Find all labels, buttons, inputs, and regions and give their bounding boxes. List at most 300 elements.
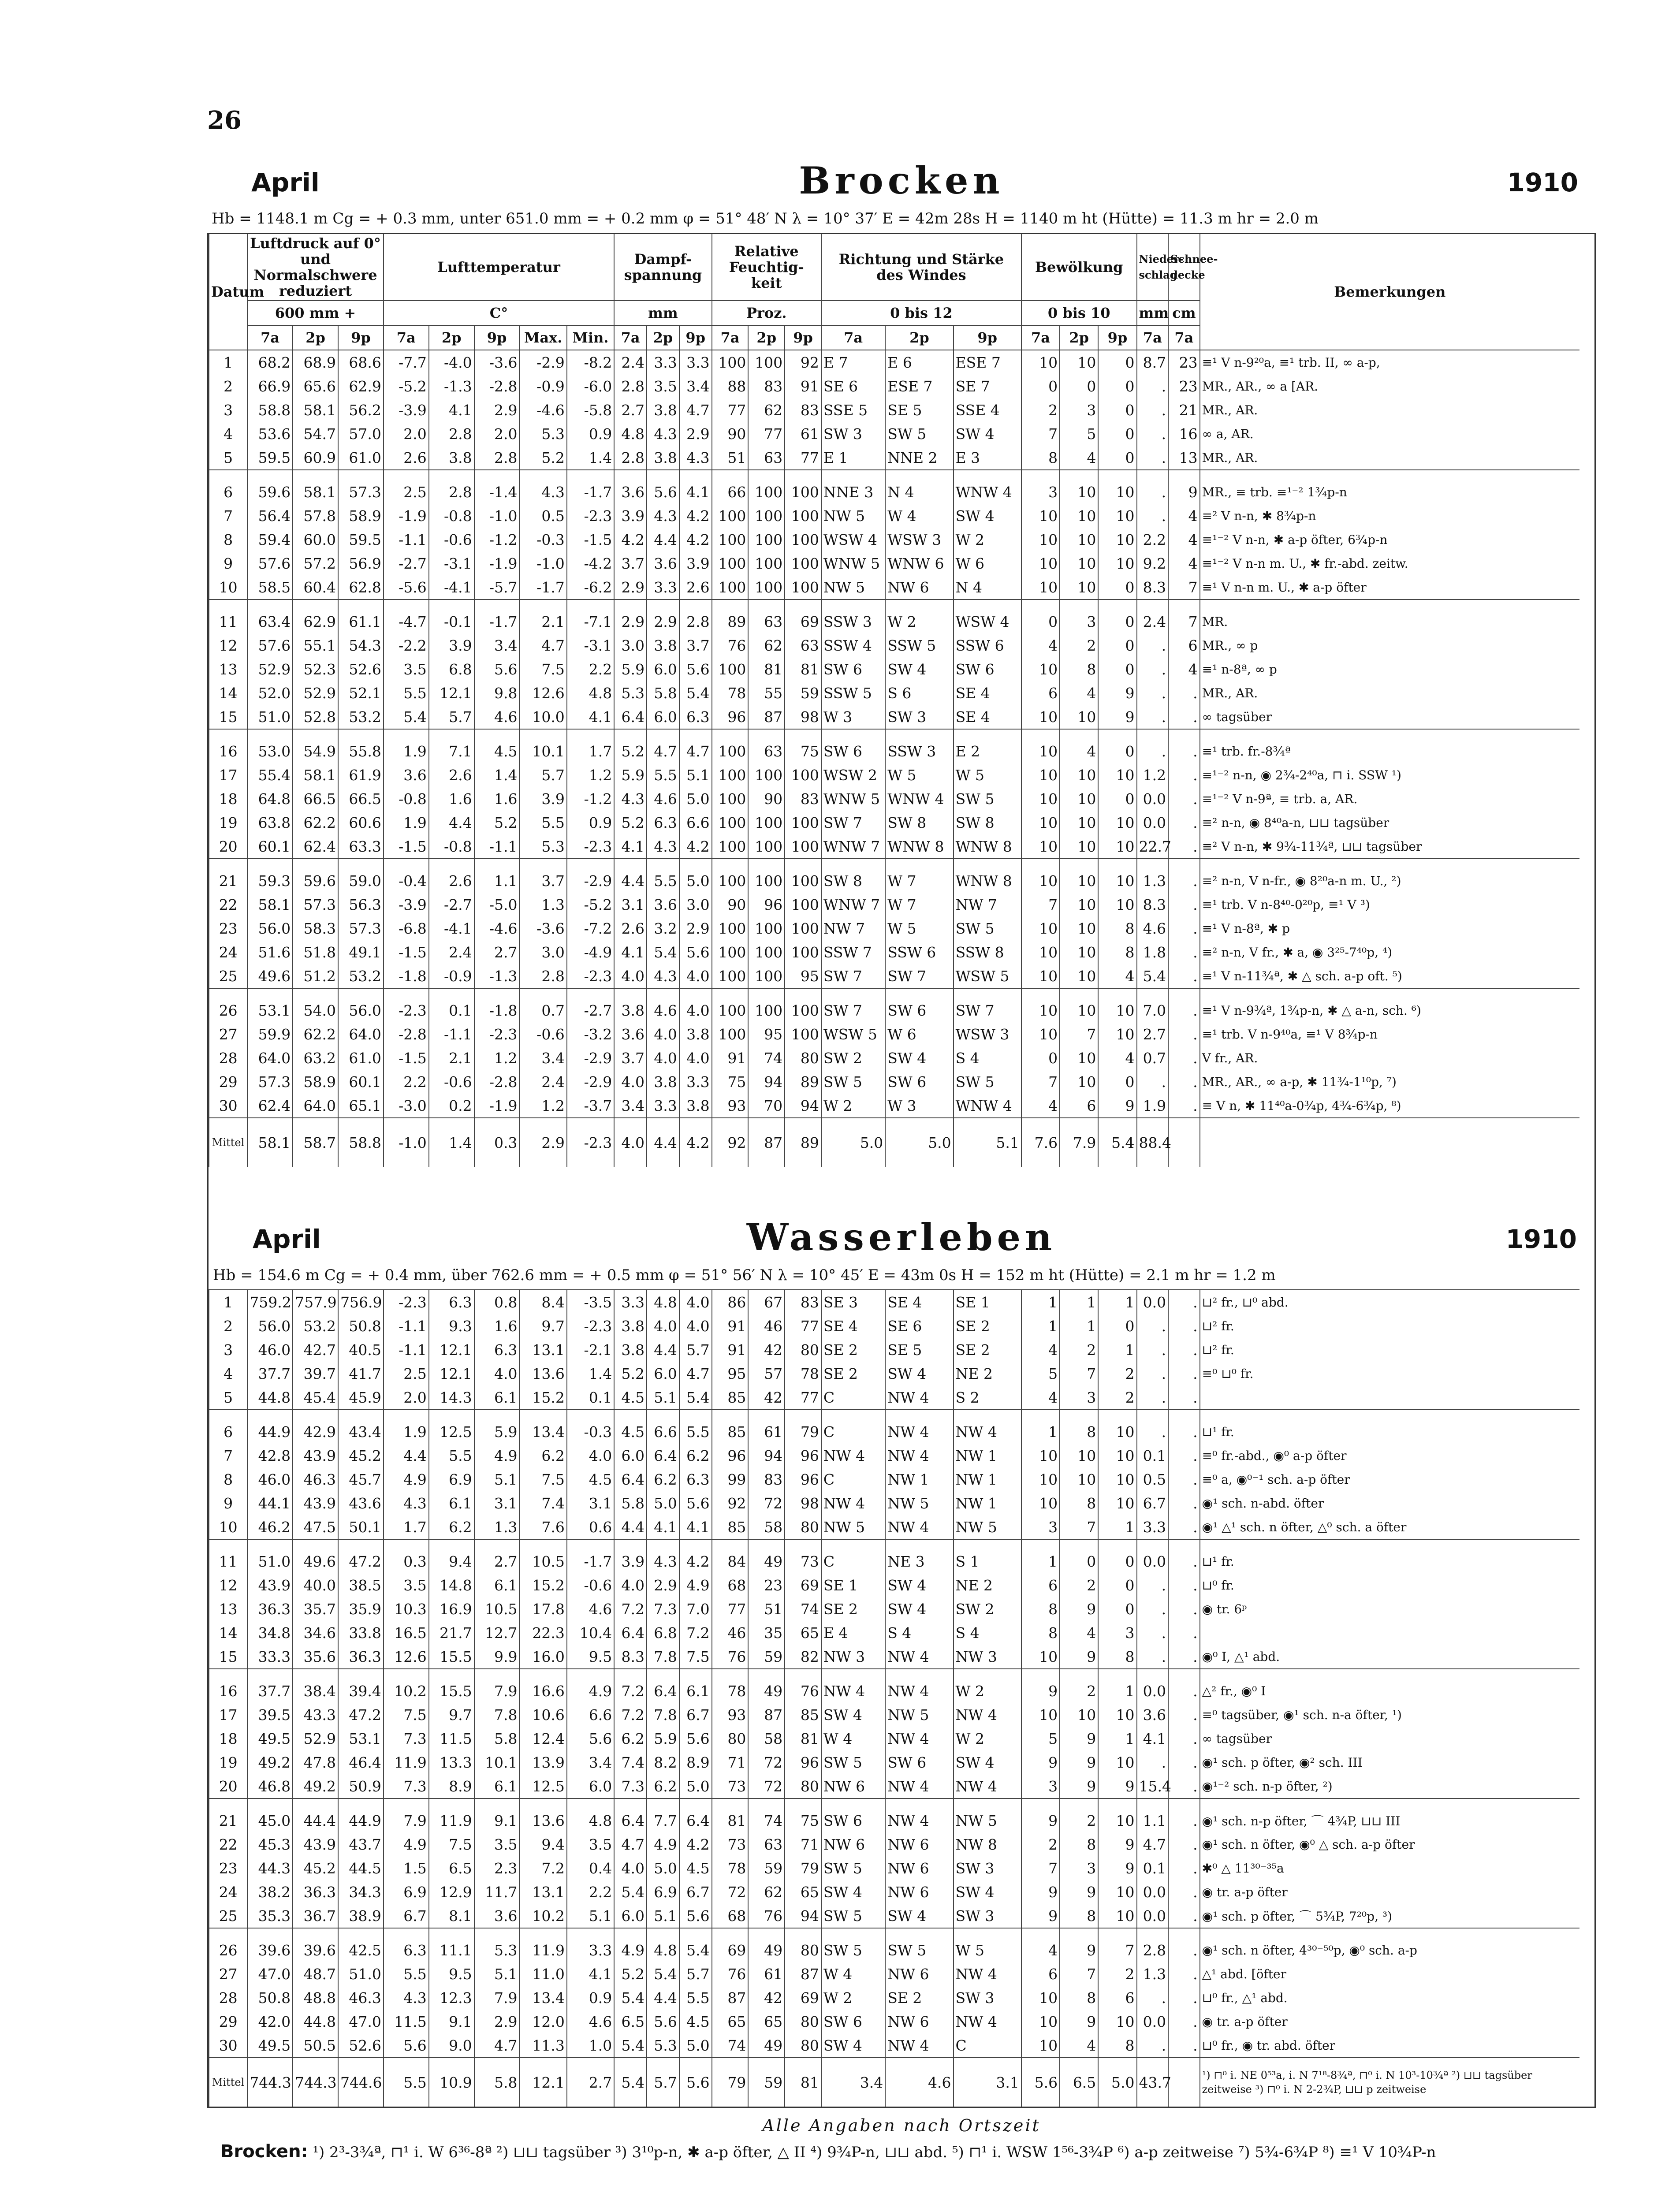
table-cell: 4.6 [647, 988, 679, 1022]
table-cell: 2.8 [519, 964, 566, 988]
table-cell: 85 [785, 1703, 821, 1727]
table-row [209, 1070, 1579, 1094]
table-cell: W 4 [821, 1962, 885, 1986]
table-row [209, 811, 1579, 834]
table-cell: 6.3 [429, 1290, 474, 1314]
table-cell: 66.5 [338, 787, 384, 811]
table-cell: 0 [1098, 1597, 1136, 1621]
table-cell: 39.4 [338, 1669, 384, 1703]
table-cell: NW 4 [885, 1727, 953, 1750]
table-cell: 52.9 [247, 657, 293, 681]
table-cell: 10 [1098, 893, 1136, 916]
table-cell: -2.3 [474, 1022, 520, 1046]
table-cell: 8 [209, 1467, 247, 1491]
table-cell: -2.8 [474, 1070, 520, 1094]
table-cell: 0.0 [1137, 787, 1169, 811]
table-cell: 4.4 [614, 1515, 647, 1539]
mittel-row [209, 1118, 1579, 1167]
table-cell: 54.3 [338, 633, 384, 657]
table-cell: SW 4 [954, 504, 1021, 528]
table-cell: 34.3 [338, 1880, 384, 1904]
table-cell: 89 [785, 1070, 821, 1094]
table-cell: MR., AR. [1200, 398, 1579, 422]
table-cell: WNW 8 [885, 834, 953, 859]
table-cell: 5.0 [679, 859, 712, 893]
mittel-cell: 5.0 [821, 1118, 885, 1167]
table-cell: SE 5 [885, 398, 953, 422]
table-cell: 7.8 [474, 1703, 520, 1727]
table-cell: -1.3 [429, 374, 474, 398]
table-cell: 10 [1021, 834, 1060, 859]
table-cell: 100 [712, 988, 749, 1022]
footnotes-text: ¹) 2³-3¾ª, ⊓¹ i. W 6³⁶-8ª ²) ⊔⊔ tagsüber ³) 3¹⁰p-n, ✱ a-p öfter, △ II ⁴) 9¾P-n, ⊔⊔ abd. ⁵) ⊓¹ i. WSW 1⁵⁶-3¾P ⁶) a-p zeitweise ⁷) 5¾-6¾P ⁸) ≡¹ V 10¾P-n [313, 2144, 1436, 2161]
table-cell: . [1137, 1362, 1169, 1385]
table-cell: 2.9 [679, 422, 712, 446]
table-cell: 0.6 [567, 1515, 614, 1539]
table-row [209, 1962, 1579, 1986]
table-cell: 8 [1098, 940, 1136, 964]
table-cell: 1 [1098, 1338, 1136, 1362]
table-cell: 62 [748, 398, 785, 422]
table-cell: WNW 5 [821, 787, 885, 811]
table-cell: -2.3 [567, 834, 614, 859]
table-cell: NNE 2 [885, 446, 953, 470]
table-cell: 24 [209, 1880, 247, 1904]
table-cell: 5.4 [679, 1928, 712, 1962]
table-cell: 17 [209, 1703, 247, 1727]
table-cell: . [1137, 1986, 1169, 2010]
table-cell: 63 [748, 729, 785, 763]
table-cell: W 2 [821, 1986, 885, 2010]
table-cell: 45.2 [338, 1444, 384, 1467]
table-cell: -5.2 [384, 374, 429, 398]
table-cell: 11 [209, 599, 247, 633]
table-cell: -5.6 [384, 575, 429, 599]
col-lufttemperatur: Lufttemperatur [384, 234, 614, 301]
table-cell: 44.8 [247, 1385, 293, 1410]
table-cell: ◉ tr. a-p öfter [1200, 2010, 1579, 2033]
table-cell: 94 [748, 1070, 785, 1094]
table-cell: 8 [1021, 1621, 1060, 1645]
table-cell: ≡² V n-n, ✱ 8¾p-n [1200, 504, 1579, 528]
table-cell: S 6 [885, 681, 953, 705]
table-cell: NW 4 [821, 1444, 885, 1467]
mittel-cell: 5.6 [679, 2058, 712, 2107]
table-cell: 6.4 [614, 1798, 647, 1832]
table-cell: MR., ∞ p [1200, 633, 1579, 657]
table-cell: 4.1 [567, 1962, 614, 1986]
table-cell: 19 [209, 811, 247, 834]
unit-bewoelkung: 0 bis 10 [1021, 301, 1137, 325]
table-cell: 42.0 [247, 2010, 293, 2033]
table-cell: 69 [712, 1928, 749, 1962]
table-cell: 4.5 [614, 1410, 647, 1444]
table-cell: 3.9 [614, 504, 647, 528]
table-cell: 1.4 [567, 446, 614, 470]
table-row [209, 705, 1579, 729]
table-cell: 64.0 [293, 1094, 338, 1118]
table-cell: 5.4 [679, 1385, 712, 1410]
table-cell: 49.2 [293, 1774, 338, 1798]
table-row [209, 1986, 1579, 2010]
table-cell: 96 [748, 893, 785, 916]
table-cell: 5 [1021, 1727, 1060, 1750]
table-cell [1200, 1385, 1579, 1410]
table-cell: 0 [1098, 575, 1136, 599]
table-cell: NW 6 [885, 1962, 953, 1986]
table-cell: 63 [748, 1832, 785, 1856]
mittel-cell: 4.4 [647, 1118, 679, 1167]
table-cell: 53.1 [338, 1727, 384, 1750]
table-cell: 6.3 [647, 811, 679, 834]
table-cell: 66.5 [293, 787, 338, 811]
table-cell: ⊔¹ fr. [1200, 1410, 1579, 1444]
table-cell: 2.9 [474, 398, 520, 422]
table-cell: 42.5 [338, 1928, 384, 1962]
table-cell: 51.8 [293, 940, 338, 964]
table-cell: -4.9 [567, 940, 614, 964]
table-cell: SW 2 [954, 1597, 1021, 1621]
table-cell: . [1137, 374, 1169, 398]
table-cell: 34.8 [247, 1621, 293, 1645]
table-cell: 7 [209, 1444, 247, 1467]
table-cell: 100 [712, 350, 749, 374]
table-cell: 5.8 [474, 1727, 520, 1750]
table-cell: W 5 [954, 1928, 1021, 1962]
table-cell: NW 4 [885, 1385, 953, 1410]
table-cell: . [1168, 1904, 1200, 1928]
mittel-cell: -2.3 [567, 1118, 614, 1167]
table-row [209, 1669, 1579, 1703]
table-cell: 39.7 [293, 1362, 338, 1385]
table-cell: 2.6 [614, 916, 647, 940]
table-cell: . [1168, 1573, 1200, 1597]
table-cell: 10 [1098, 1904, 1136, 1928]
table-cell: 0.0 [1137, 1539, 1169, 1573]
table-cell: 10.0 [519, 705, 566, 729]
brocken-year: 1910 [1507, 168, 1578, 197]
table-cell: 0 [1098, 1539, 1136, 1573]
table-cell: 100 [785, 575, 821, 599]
table-cell: 100 [785, 504, 821, 528]
table-cell: W 2 [954, 1727, 1021, 1750]
table-cell: ≡² n-n, ◉ 8⁴⁰a-n, ⊔⊔ tagsüber [1200, 811, 1579, 834]
table-cell: ≡¹ V n-8ª, ✱ p [1200, 916, 1579, 940]
table-cell: 57.2 [293, 551, 338, 575]
table-cell: 52.3 [293, 657, 338, 681]
table-cell: 10 [1098, 1798, 1136, 1832]
table-cell: 2.9 [679, 916, 712, 940]
table-cell: 49.6 [293, 1539, 338, 1573]
table-cell: 7.2 [519, 1856, 566, 1880]
table-cell: 52.0 [247, 681, 293, 705]
mittel-cell: 7.9 [1060, 1118, 1098, 1167]
table-cell: 11.5 [384, 2010, 429, 2033]
mittel-cell: 5.0 [1098, 2058, 1136, 2107]
table-cell: 7.0 [1137, 988, 1169, 1022]
table-cell: -1.4 [474, 470, 520, 504]
table-cell: NW 7 [821, 916, 885, 940]
table-cell: 3.6 [647, 893, 679, 916]
table-cell: 9 [1021, 1798, 1060, 1832]
table-cell: 12.3 [429, 1986, 474, 2010]
table-cell: 91 [785, 374, 821, 398]
mittel-cell: 58.7 [293, 1118, 338, 1167]
table-cell: 7.3 [384, 1727, 429, 1750]
table-cell: -1.1 [429, 1022, 474, 1046]
table-cell: 4.0 [679, 1290, 712, 1314]
table-cell: 22 [209, 1832, 247, 1856]
table-cell: 10 [1098, 1467, 1136, 1491]
table-cell: SSE 5 [821, 398, 885, 422]
table-cell: 14 [209, 1621, 247, 1645]
table-row [209, 729, 1579, 763]
table-cell: 0 [1098, 422, 1136, 446]
table-cell: 7 [1021, 422, 1060, 446]
table-cell: 10 [1098, 1410, 1136, 1444]
table-cell: 4.0 [679, 988, 712, 1022]
table-cell: 13 [209, 1597, 247, 1621]
table-cell: 45.4 [293, 1385, 338, 1410]
table-cell: 85 [712, 1515, 749, 1539]
table-cell: 1.9 [1137, 1094, 1169, 1118]
table-cell: NW 4 [885, 1669, 953, 1703]
table-cell: 4.3 [679, 446, 712, 470]
table-cell: 0 [1021, 374, 1060, 398]
table-cell: 57.6 [247, 633, 293, 657]
table-cell: 0.0 [1137, 1669, 1169, 1703]
table-cell: 100 [712, 1022, 749, 1046]
table-cell: NW 5 [821, 575, 885, 599]
table-cell: 51.2 [293, 964, 338, 988]
table-cell: WNW 8 [954, 859, 1021, 893]
table-cell: 21 [209, 859, 247, 893]
table-cell: 100 [712, 729, 749, 763]
table-cell: -1.5 [384, 940, 429, 964]
table-cell: . [1137, 1621, 1169, 1645]
table-cell: 1.7 [567, 729, 614, 763]
table-cell: -2.3 [567, 1314, 614, 1338]
table-cell: 10 [1021, 1022, 1060, 1046]
table-cell: 4.7 [679, 398, 712, 422]
table-cell: NW 4 [885, 1645, 953, 1669]
table-cell: 56.0 [247, 916, 293, 940]
table-cell: 100 [785, 988, 821, 1022]
table-cell: 1.1 [1137, 1798, 1169, 1832]
table-cell: 62.2 [293, 811, 338, 834]
table-cell: 23 [209, 1856, 247, 1880]
table-cell: 6 [1168, 633, 1200, 657]
table-cell: . [1137, 1645, 1169, 1669]
table-cell: 4.1 [429, 398, 474, 422]
table-cell: SW 5 [885, 422, 953, 446]
table-row [209, 1645, 1579, 1669]
table-cell: 6 [1021, 1962, 1060, 1986]
table-cell: 4.8 [567, 681, 614, 705]
table-cell: W 2 [821, 1094, 885, 1118]
table-cell: -3.0 [384, 1094, 429, 1118]
table-cell: 74 [785, 1597, 821, 1621]
table-cell: 6.9 [384, 1880, 429, 1904]
table-cell: 2.0 [384, 422, 429, 446]
mittel-label: Mittel [209, 2058, 247, 2107]
table-cell: 4.0 [647, 1022, 679, 1046]
table-cell: 2.8 [1137, 1928, 1169, 1962]
table-cell: 4.7 [474, 2033, 520, 2058]
table-cell: 76 [712, 633, 749, 657]
table-cell: 1.3 [474, 1515, 520, 1539]
table-cell: 5.2 [614, 811, 647, 834]
table-cell: 51.0 [338, 1962, 384, 1986]
table-cell: ≡¹ trb. fr.-8¾ª [1200, 729, 1579, 763]
table-cell: 0.0 [1137, 1290, 1169, 1314]
sub-9p: 9p [785, 325, 821, 350]
table-cell: 4.0 [679, 964, 712, 988]
table-cell: 51.0 [247, 1539, 293, 1573]
table-cell: 3.8 [614, 1338, 647, 1362]
table-row [209, 940, 1579, 964]
table-cell: 71 [712, 1750, 749, 1774]
table-cell: 9 [1060, 1597, 1098, 1621]
table-cell: SE 6 [885, 1314, 953, 1338]
table-cell: 5.5 [647, 859, 679, 893]
table-cell: . [1137, 1338, 1169, 1362]
table-cell: -3.1 [567, 633, 614, 657]
table-cell: -0.3 [519, 528, 566, 551]
table-cell: -2.9 [519, 350, 566, 374]
table-cell: 11.7 [474, 1880, 520, 1904]
mittel-cell: 2.7 [567, 2058, 614, 2107]
table-cell: 3.3 [647, 350, 679, 374]
unit-dampf: mm [614, 301, 711, 325]
table-cell: -5.0 [474, 893, 520, 916]
mittel-cell: 43.7 [1137, 2058, 1169, 2107]
table-cell: ◉¹ sch. n öfter, 4³⁰⁻⁵⁰p, ◉⁰ sch. a-p [1200, 1928, 1579, 1962]
table-cell: NW 6 [885, 1832, 953, 1856]
table-cell: 44.4 [293, 1798, 338, 1832]
table-cell: -1.1 [384, 1338, 429, 1362]
table-row [209, 2033, 1579, 2058]
table-cell: 5 [209, 1385, 247, 1410]
table-cell: ◉¹ sch. n-p öfter, ⌒ 4¾P, ⊔⊔ III [1200, 1798, 1579, 1832]
sub-7a: 7a [1168, 325, 1200, 350]
table-cell: 69 [785, 1986, 821, 2010]
table-cell: NW 6 [885, 1880, 953, 1904]
table-cell: 46.0 [247, 1467, 293, 1491]
table-cell: 58.3 [293, 916, 338, 940]
table-cell: 43.4 [338, 1410, 384, 1444]
table-cell: 43.7 [338, 1832, 384, 1856]
table-cell: 1.1 [474, 859, 520, 893]
table-cell: . [1137, 2033, 1169, 2058]
table-cell: NW 4 [954, 1774, 1021, 1798]
table-cell: 3.0 [519, 940, 566, 964]
table-cell: 98 [785, 705, 821, 729]
table-row [209, 1385, 1579, 1410]
table-cell: 3.1 [614, 893, 647, 916]
table-cell: 2.9 [647, 599, 679, 633]
table-cell: 6.2 [647, 1467, 679, 1491]
table-cell: 50.5 [293, 2033, 338, 2058]
table-cell: 6.7 [679, 1703, 712, 1727]
table-cell: 1.4 [567, 1362, 614, 1385]
table-cell: 1 [1098, 1290, 1136, 1314]
table-cell: 52.9 [293, 1727, 338, 1750]
table-cell: 13.1 [519, 1880, 566, 1904]
sub-7a: 7a [712, 325, 749, 350]
mittel-cell: 5.0 [885, 1118, 953, 1167]
table-cell: 87 [712, 1986, 749, 2010]
table-cell: 5.9 [474, 1410, 520, 1444]
table-cell: 8 [1060, 1986, 1098, 2010]
table-cell: ≡¹⁻² V n-9ª, ≡ trb. a, AR. [1200, 787, 1579, 811]
table-cell: 4.7 [1137, 1832, 1169, 1856]
table-cell: 2.8 [474, 446, 520, 470]
table-cell: 9 [1021, 1750, 1060, 1774]
table-cell: ≡¹ trb. V n-8⁴⁰-0²⁰p, ≡¹ V ³) [1200, 893, 1579, 916]
table-cell: 4.3 [384, 1491, 429, 1515]
table-cell: 10 [1021, 859, 1060, 893]
table-cell: 0.9 [567, 811, 614, 834]
table-cell: WNW 8 [954, 834, 1021, 859]
table-cell: 70 [748, 1094, 785, 1118]
table-row [209, 916, 1579, 940]
table-cell: 38.5 [338, 1573, 384, 1597]
table-cell: 2.1 [429, 1046, 474, 1070]
table-cell: 4 [1021, 1385, 1060, 1410]
table-cell: 80 [785, 2010, 821, 2033]
table-cell: ≡¹ V n-11¾ª, ✱ △ sch. a-p oft. ⁵) [1200, 964, 1579, 988]
table-cell: S 4 [954, 1046, 1021, 1070]
table-cell: 10 [1060, 811, 1098, 834]
table-cell: -1.7 [567, 1539, 614, 1573]
table-cell: 100 [748, 470, 785, 504]
table-cell: 1 [1060, 1290, 1098, 1314]
table-cell: 9 [1060, 1750, 1098, 1774]
table-cell: 36.3 [338, 1645, 384, 1669]
table-cell: 7 [1021, 1856, 1060, 1880]
table-cell: 10 [1098, 1022, 1136, 1046]
table-cell: 96 [785, 1444, 821, 1467]
table-cell: 50.8 [338, 1314, 384, 1338]
table-cell: SW 4 [821, 1703, 885, 1727]
table-cell: N 4 [954, 575, 1021, 599]
table-cell: 10.2 [519, 1904, 566, 1928]
table-cell: 3.8 [679, 1022, 712, 1046]
table-cell: 0 [1021, 1046, 1060, 1070]
table-cell: . [1137, 504, 1169, 528]
table-cell: NW 4 [885, 1798, 953, 1832]
table-cell: 3.1 [567, 1491, 614, 1515]
table-cell: 9.0 [429, 2033, 474, 2058]
table-cell: 6 [209, 470, 247, 504]
table-cell: 49.1 [338, 940, 384, 964]
table-cell: 0.1 [1137, 1444, 1169, 1467]
mittel-cell: 0.3 [474, 1118, 520, 1167]
table-cell: SE 4 [954, 705, 1021, 729]
table-cell: 91 [712, 1046, 749, 1070]
table-cell: 4.5 [614, 1385, 647, 1410]
table-cell: 1.6 [474, 1314, 520, 1338]
table-cell: 4 [209, 422, 247, 446]
table-row [209, 1314, 1579, 1338]
table-cell: MR. [1200, 599, 1579, 633]
table-cell: . [1168, 1621, 1200, 1645]
table-cell: 6.3 [679, 705, 712, 729]
table-cell: 3.8 [647, 398, 679, 422]
table-cell: 2.1 [519, 599, 566, 633]
table-cell: 56.4 [247, 504, 293, 528]
